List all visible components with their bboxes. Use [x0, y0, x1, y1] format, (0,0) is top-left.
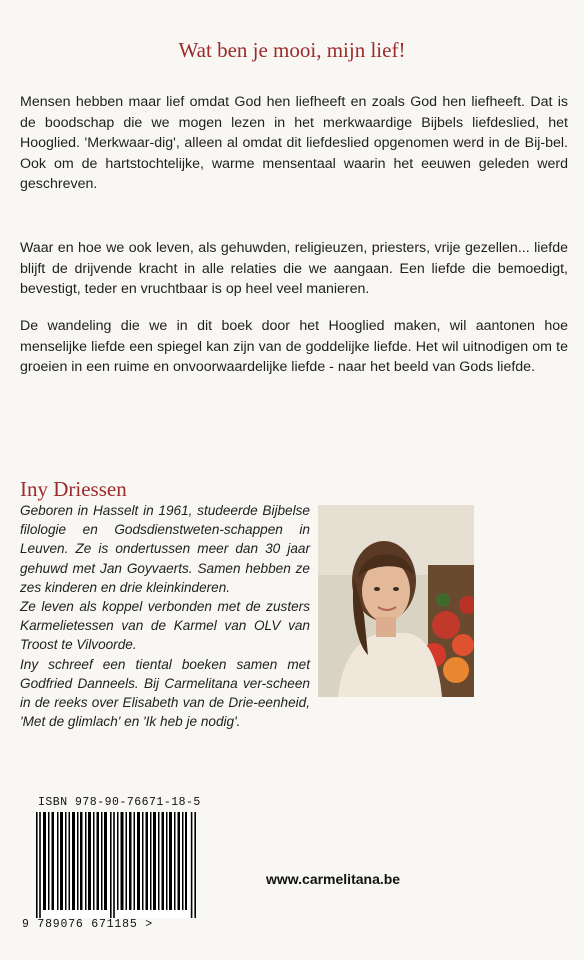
blurb-paragraph-1: Mensen hebben maar lief omdat God hen liefheeft en zoals God hen liefheeft. Dat is de boodschap die we mogen lezen in het merkwaardige Bijbels liefdeslied, het Hooglied. 'Merkwaar-dig', alleen al omdat dit liefdeslied opgenomen werd in de Bij-bel. Ook om de hartstochtelijke, warme mensentaal waarin het eeuwen geleden werd geschreven.: [20, 94, 568, 193]
author-name: Iny Driessen: [20, 477, 127, 501]
author-bio-paragraph-3: Iny schreef een tiental boeken samen met Godfried Danneels. Bij Carmelitana ver-scheen in de reeks over Elisabeth van de Drie-eenheid, 'Met de glimlach' en 'Ik heb je nodig'.: [20, 656, 310, 730]
barcode: [36, 812, 196, 918]
author-bio: [20, 501, 310, 731]
author-bio-paragraph-2: Ze leven als koppel verbonden met de zusters Karmelietessen van de Karmel van OLV van Troost te Vilvoorde.: [20, 599, 310, 653]
blurb-paragraph-2: Waar en hoe we ook leven, als gehuwden, religieuzen, priesters, vrije gezellen... liefde blijft de drijvende kracht in alle relaties die we aangaan. Een liefde die bemoedigt, bevestigt, teder en vruchtbaar is op heel veel manieren.: [20, 240, 568, 298]
author-photo: [318, 505, 474, 697]
author-bio-paragraph-1: Geboren in Hasselt in 1961, studeerde Bijbelse filologie en Godsdienstweten-schappen in Leuven. Ze is ondertussen meer dan 30 jaar gehuwd met Jan Goyvaerts. Samen hebben ze zes kinderen en drie kleinkinderen.: [20, 503, 310, 595]
blurb-paragraph-3: De wandeling die we in dit boek door het Hooglied maken, wil aantonen hoe menselijke liefde een spiegel kan zijn van de goddelijke liefde. Het wil uitnodigen om te groeien in een ruime en onvoorwaardelijke liefde - naar het beeld van Gods liefde.: [20, 318, 568, 376]
book-title: Wat ben je mooi, mijn lief!: [178, 38, 406, 62]
publisher-website: www.carmelitana.be: [266, 871, 401, 887]
barcode-number: 9 789076 671185 >: [22, 918, 153, 931]
isbn-label: ISBN 978-90-76671-18-5: [38, 796, 201, 809]
